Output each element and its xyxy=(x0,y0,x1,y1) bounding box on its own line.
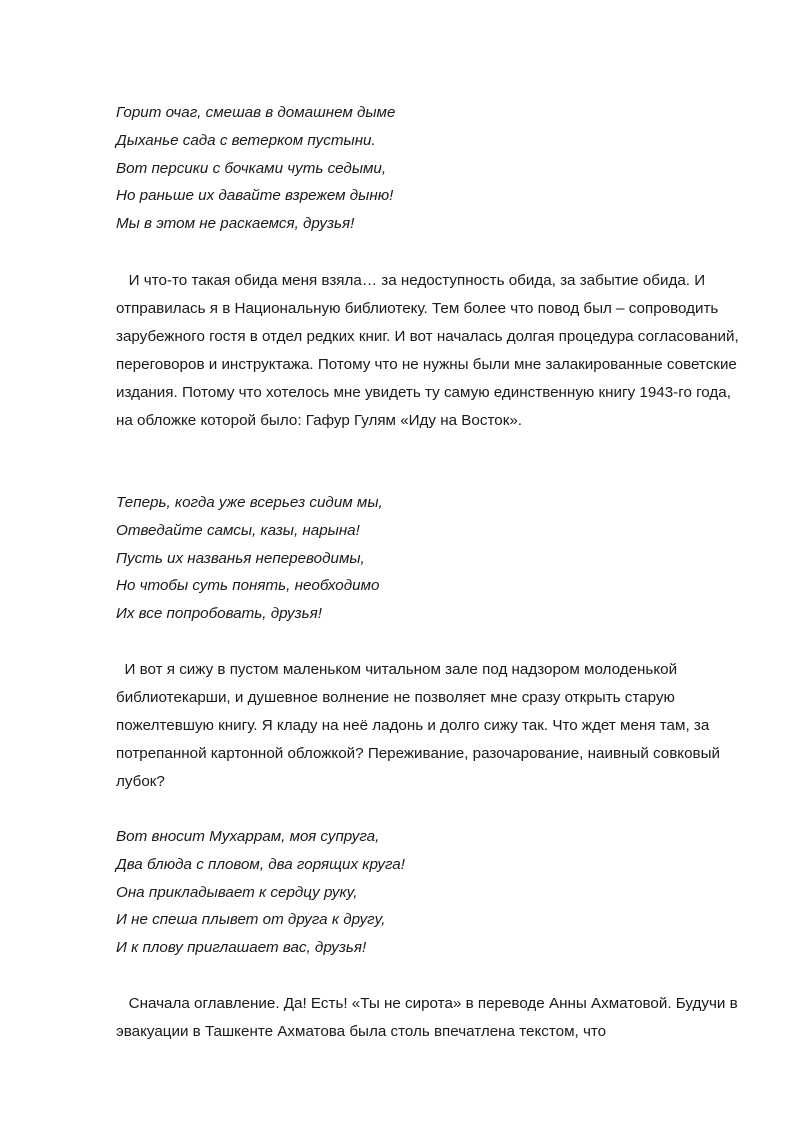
poem-line: Вот вносит Мухаррам, моя супруга, xyxy=(116,828,380,845)
poem-stanza-2 xyxy=(116,489,746,628)
poem-line: Мы в этом не раскаемся, друзья! xyxy=(116,215,355,233)
poem-line: Отведайте самсы, казы, нарына! xyxy=(116,521,360,539)
poem-stanza-1 xyxy=(116,99,746,238)
poem-line: Вот персики с бочками чуть седыми, xyxy=(116,159,387,177)
poem-line: Пусть их названья непереводимы, xyxy=(116,549,365,567)
poem-line: Дыханье сада с ветерком пустыни. xyxy=(116,131,376,149)
paragraph-text: И вот я сижу в пустом маленьком читальном зале под надзором молоденькой библиотекарши, и душевное волнение не позволяет мне сразу открыть старую пожелтевшую книгу. Я кладу на неё ладонь и долго сижу так. Что ждет меня там, за потрепанной картонной обложкой? Переживание, разочарование, наивный совковый лубок? xyxy=(116,661,721,790)
prose-paragraph-2 xyxy=(116,656,746,796)
poem-line: И не спеша плывет от друга к другу, xyxy=(116,911,386,929)
prose-paragraph-1 xyxy=(116,267,746,434)
poem-line: Но раньше их давайте взрежем дыню! xyxy=(116,187,394,205)
prose-paragraph-3 xyxy=(116,990,746,1046)
poem-line: Их все попробовать, друзья! xyxy=(116,605,323,623)
poem-line: Но чтобы суть понять, необходимо xyxy=(116,577,380,595)
poem-line: И к плову приглашает вас, друзья! xyxy=(116,939,367,957)
poem-line: Она прикладывает к сердцу руку, xyxy=(116,883,358,901)
poem-line: Горит очаг, смешав в домашнем дыме xyxy=(116,104,396,121)
paragraph-text: Сначала оглавление. Да! Есть! «Ты не сирота» в переводе Анны Ахматовой. Будучи в эвакуации в Ташкенте Ахматова была столь впечатлена текстом, что xyxy=(116,995,738,1040)
poem-line: Два блюда с пловом, два горящих круга! xyxy=(116,855,405,873)
poem-line: Теперь, когда уже всерьез сидим мы, xyxy=(116,494,383,511)
paragraph-text: И что-то такая обида меня взяла… за недоступность обида, за забытие обида. И отправилась я в Национальную библиотеку. Тем более что повод был – сопроводить зарубежного гостя в отдел редких книг. И вот началась долгая процедура согласований, переговоров и инструктажа. Потому что не нужны были мне залакированные советские издания. Потому что хотелось мне увидеть ту самую единственную книгу 1943-го года, на обложке которой было: Гафур Гулям «Иду на Восток». xyxy=(116,272,739,429)
poem-stanza-3 xyxy=(116,823,746,962)
